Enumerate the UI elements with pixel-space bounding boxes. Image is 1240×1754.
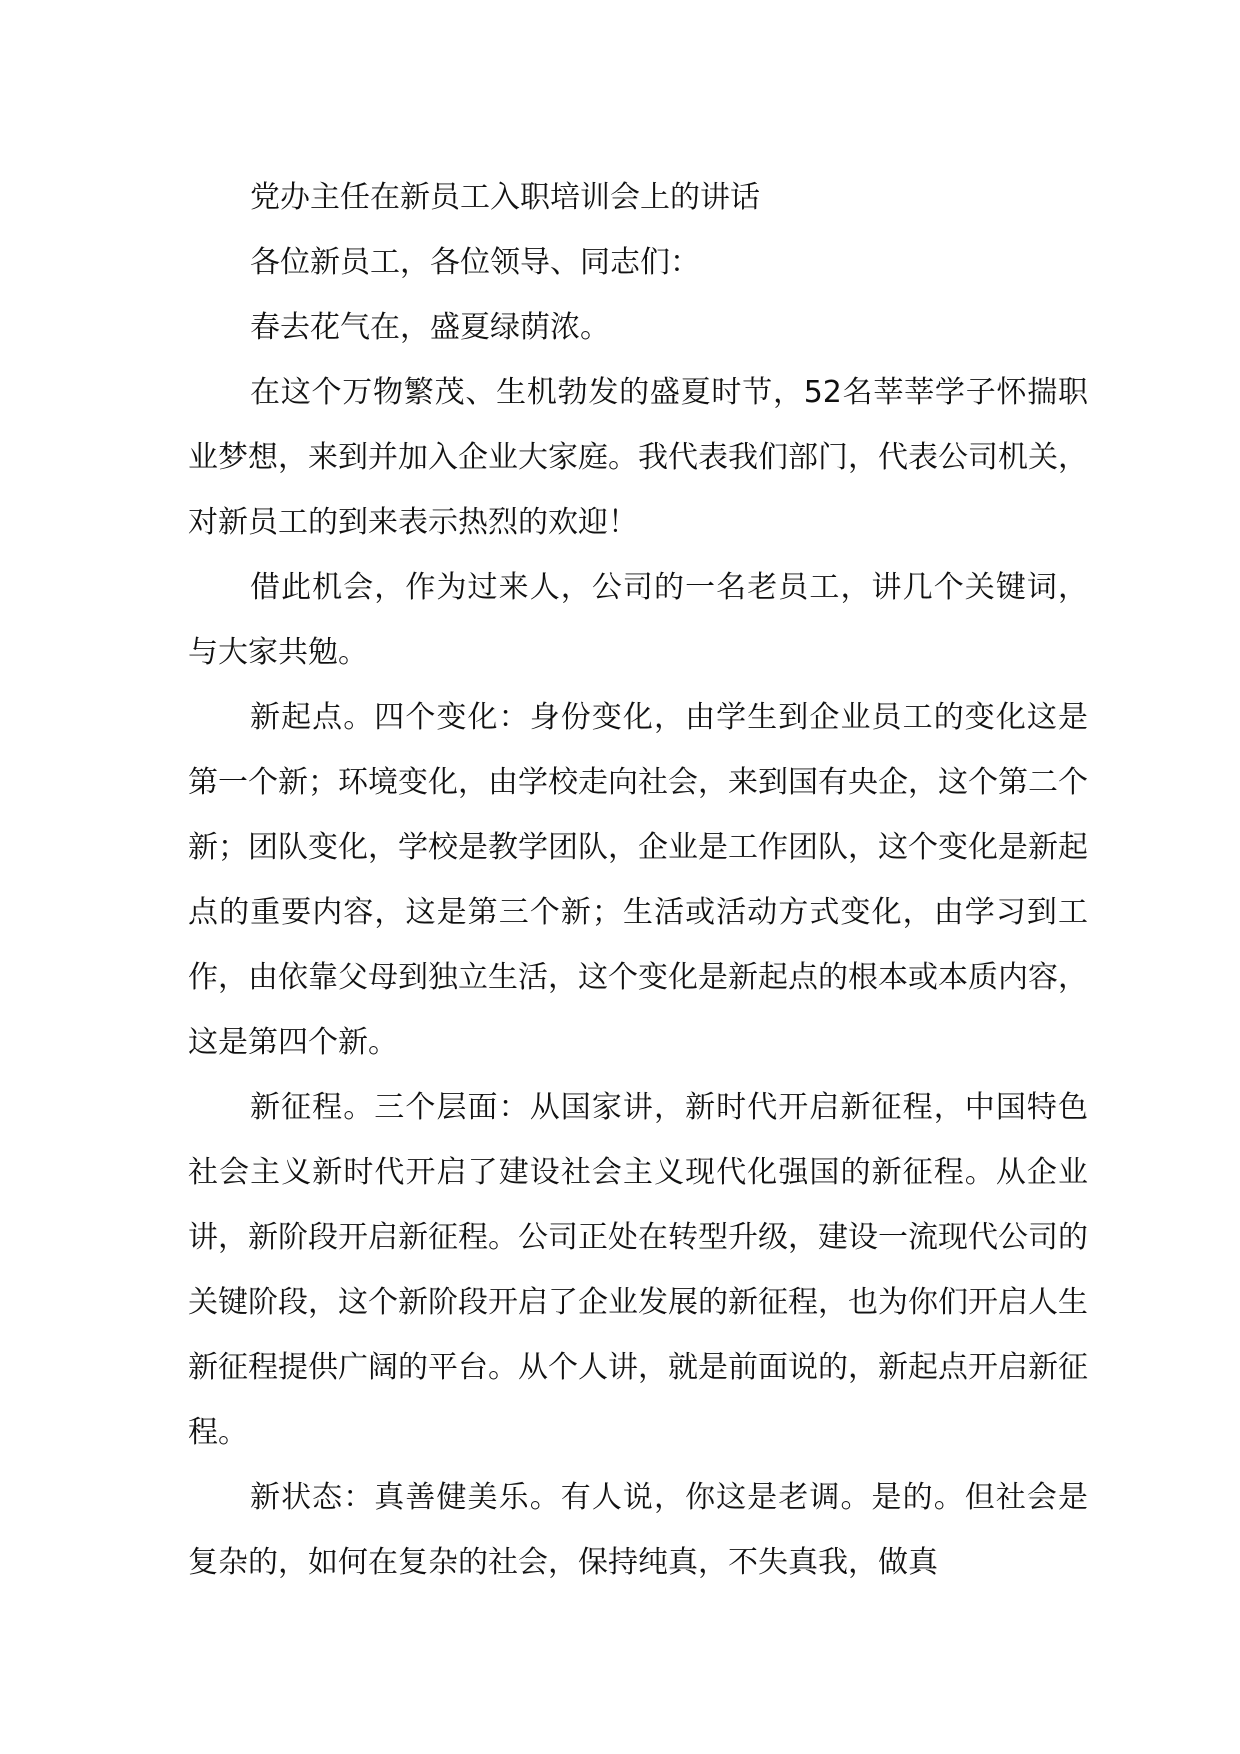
new-state-paragraph: 新状态：真善健美乐。有人说，你这是老调。是的。但社会是复杂的，如何在复杂的社会，保持纯真，不失真我，做真 <box>188 1480 1088 1580</box>
welcome-paragraph: 在这个万物繁茂、生机勃发的盛夏时节，52名莘莘学子怀揣职业梦想，来到并加入企业大家庭。我代表我们部门，代表公司机关，对新员工的到来表示热烈的欢迎！ <box>188 375 1088 540</box>
salutation-paragraph: 各位新员工，各位领导、同志们： <box>250 245 700 280</box>
keywords-intro-paragraph: 借此机会，作为过来人，公司的一名老员工，讲几个关键词，与大家共勉。 <box>188 570 1088 670</box>
new-starting-point-paragraph: 新起点。四个变化：身份变化，由学生到企业员工的变化这是第一个新；环境变化，由学校走向社会，来到国有央企，这个第二个新；团队变化，学校是教学团队，企业是工作团队，这个变化是新起点的重要内容，这是第三个新；生活或活动方式变化，由学习到工作，由依靠父母到独立生活，这个变化是新起点的根本或本质内容，这是第四个新。 <box>188 700 1088 1060</box>
document-title: 党办主任在新员工入职培训会上的讲话 <box>250 180 760 215</box>
new-journey-paragraph: 新征程。三个层面：从国家讲，新时代开启新征程，中国特色社会主义新时代开启了建设社会主义现代化强国的新征程。从企业讲，新阶段开启新征程。公司正处在转型升级，建设一流现代公司的关键阶段，这个新阶段开启了企业发展的新征程，也为你们开启人生新征程提供广阔的平台。从个人讲，就是前面说的，新起点开启新征程。 <box>188 1090 1088 1450</box>
opening-line-paragraph: 春去花气在，盛夏绿荫浓。 <box>250 310 610 345</box>
document-body <box>188 165 1088 1595</box>
